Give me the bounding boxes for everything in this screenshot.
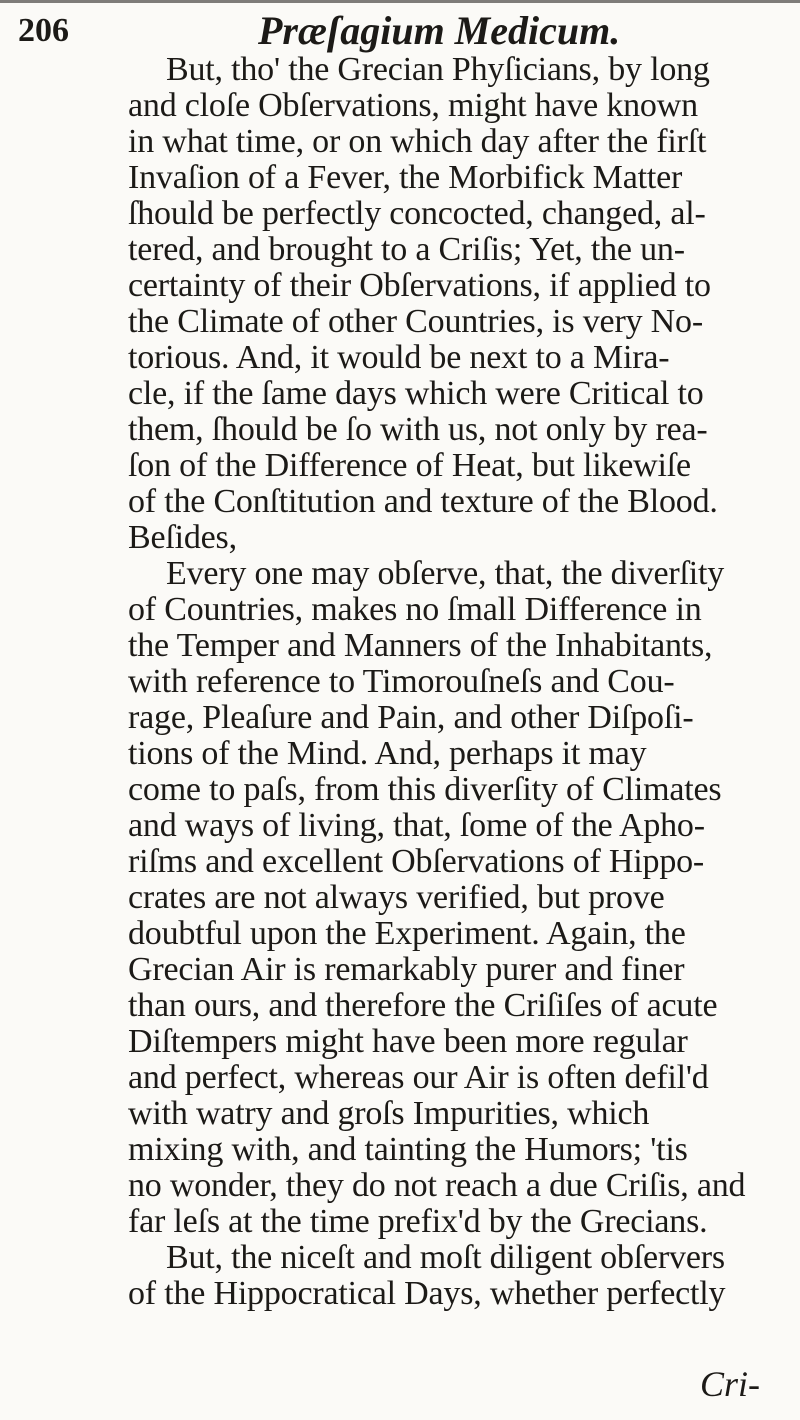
text-line: the Temper and Manners of the Inhabitants, bbox=[128, 627, 713, 664]
text-line: no wonder, they do not reach a due Criſis, and bbox=[128, 1167, 746, 1204]
catchword: Cri- bbox=[700, 1364, 761, 1404]
text-line: doubtful upon the Experiment. Again, the bbox=[128, 915, 686, 952]
text-line: ſon of the Difference of Heat, but likewiſe bbox=[128, 447, 691, 484]
text-line: Beſides, bbox=[128, 519, 237, 556]
text-line: and ways of living, that, ſome of the Apho- bbox=[128, 807, 705, 844]
text-line: But, the niceſt and moſt diligent obſervers bbox=[166, 1239, 725, 1276]
text-line: certainty of their Obſervations, if applied to bbox=[128, 267, 711, 304]
paragraph-1 bbox=[128, 52, 792, 556]
text-line: tions of the Mind. And, perhaps it may bbox=[128, 735, 647, 772]
text-line: them, ſhould be ſo with us, not only by rea- bbox=[128, 411, 708, 448]
text-line: crates are not always verified, but prove bbox=[128, 879, 665, 916]
text-line: ſhould be perfectly concocted, changed, al- bbox=[128, 195, 706, 232]
text-line: and cloſe Obſervations, might have known bbox=[128, 87, 698, 124]
page-header bbox=[18, 6, 778, 56]
text-line: riſms and excellent Obſervations of Hippo- bbox=[128, 843, 705, 880]
text-line: Grecian Air is remarkably purer and finer bbox=[128, 951, 685, 988]
paragraph-3 bbox=[128, 1240, 792, 1312]
text-line: mixing with, and tainting the Humors; 'tis bbox=[128, 1131, 688, 1168]
text-line: of the Hippocratical Days, whether perfectly bbox=[128, 1275, 726, 1312]
text-line: far leſs at the time prefix'd by the Grecians. bbox=[128, 1203, 708, 1240]
running-title: Præſagium Medicum. bbox=[258, 8, 621, 53]
text-line: tered, and brought to a Criſis; Yet, the un- bbox=[128, 231, 685, 268]
text-line: the Climate of other Countries, is very No- bbox=[128, 303, 703, 340]
text-line: than ours, and therefore the Criſiſes of acute bbox=[128, 987, 718, 1024]
text-line: But, tho' the Grecian Phyſicians, by long bbox=[166, 51, 710, 88]
text-line: of the Conſtitution and texture of the Blood. bbox=[128, 483, 718, 520]
text-line: with reference to Timorouſneſs and Cou- bbox=[128, 663, 675, 700]
paragraph-2 bbox=[128, 556, 792, 1240]
text-line: Every one may obſerve, that, the diverſity bbox=[166, 555, 725, 592]
text-line: Invaſion of a Fever, the Morbifick Matter bbox=[128, 159, 683, 196]
text-line: of Countries, makes no ſmall Difference in bbox=[128, 591, 702, 628]
text-line: and perfect, whereas our Air is often defil'd bbox=[128, 1059, 709, 1096]
top-edge-rule bbox=[0, 0, 800, 3]
text-line: torious. And, it would be next to a Mira- bbox=[128, 339, 670, 376]
text-line: with watry and groſs Impurities, which bbox=[128, 1095, 650, 1132]
page-number: 206 bbox=[18, 12, 69, 49]
body-text bbox=[128, 52, 792, 1312]
text-line: rage, Pleaſure and Pain, and other Diſpoſi- bbox=[128, 699, 694, 736]
text-line: come to paſs, from this diverſity of Climates bbox=[128, 771, 722, 808]
text-line: Diſtempers might have been more regular bbox=[128, 1023, 688, 1060]
text-line: in what time, or on which day after the firſt bbox=[128, 123, 707, 160]
text-line: cle, if the ſame days which were Critical to bbox=[128, 375, 704, 412]
